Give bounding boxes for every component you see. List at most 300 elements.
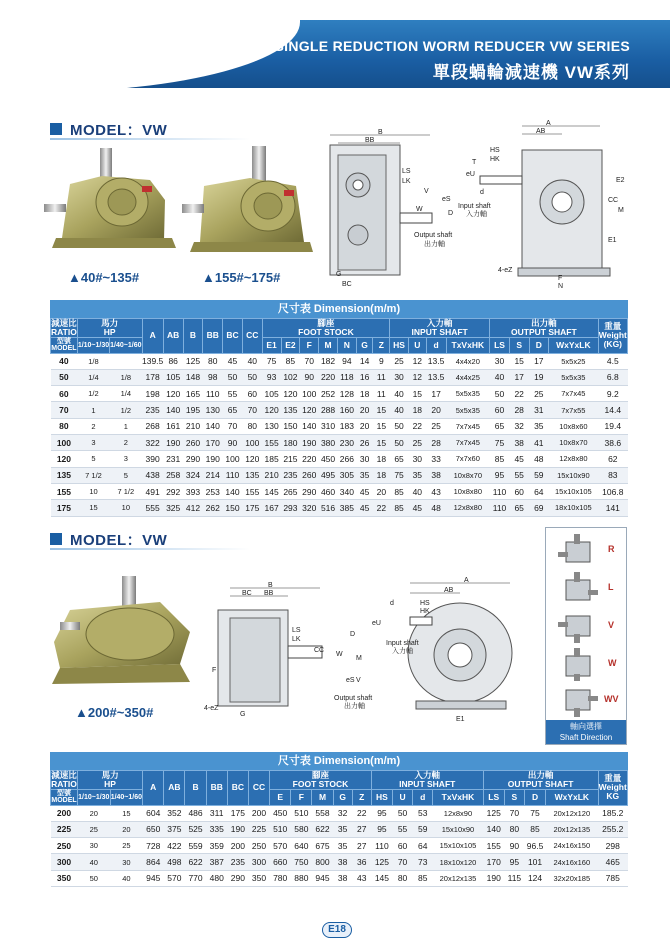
table-cell: 12x8x80 bbox=[446, 500, 490, 516]
table-cell: 9 bbox=[373, 353, 390, 369]
table-cell: 1 bbox=[77, 402, 109, 418]
table-cell: 262 bbox=[203, 500, 223, 516]
table-cell: 183 bbox=[337, 418, 356, 434]
table-cell: 15 bbox=[77, 500, 109, 516]
table-cell: 100 bbox=[300, 386, 319, 402]
table-cell: 214 bbox=[203, 467, 223, 483]
table-cell: 120 bbox=[51, 451, 78, 467]
table-cell: 120 bbox=[163, 386, 183, 402]
col-M: M bbox=[312, 789, 333, 805]
col-TxVxHK: TxVxHK bbox=[446, 337, 490, 353]
table-cell: 190 bbox=[483, 870, 504, 886]
table-cell: 135 bbox=[281, 402, 300, 418]
table-cell: 10 bbox=[77, 483, 109, 499]
table-cell: 120 bbox=[262, 402, 281, 418]
table-cell: 266 bbox=[337, 451, 356, 467]
dim-label-F: F bbox=[212, 667, 217, 674]
table-cell: 150 bbox=[281, 418, 300, 434]
table-cell: 292 bbox=[163, 483, 183, 499]
table-cell: 12x8x80 bbox=[549, 451, 599, 467]
table-cell: 178 bbox=[142, 369, 163, 385]
table-cell: 310 bbox=[319, 418, 338, 434]
direction-R-icon[interactable] bbox=[552, 532, 602, 568]
col-HS: HS bbox=[371, 789, 392, 805]
table-cell: 73 bbox=[413, 854, 433, 870]
table-cell: 170 bbox=[483, 854, 504, 870]
col-G: G bbox=[333, 789, 352, 805]
dim-label-LS: LS bbox=[292, 627, 301, 634]
col-BB: BB bbox=[206, 771, 227, 806]
table-cell: 70 bbox=[242, 402, 262, 418]
table-cell: 15 bbox=[110, 805, 143, 821]
table-cell: 93 bbox=[262, 369, 281, 385]
table-cell: 580 bbox=[291, 821, 312, 837]
heading-underline bbox=[50, 548, 250, 550]
table-row bbox=[51, 854, 628, 870]
col-G: G bbox=[356, 337, 373, 353]
table-cell: 22 bbox=[373, 500, 390, 516]
dim-label-d: d bbox=[390, 600, 394, 607]
table-cell: 945 bbox=[143, 870, 164, 886]
table-cell: 50 bbox=[390, 435, 409, 451]
table-cell: 80 bbox=[203, 353, 223, 369]
output-shaft-label-zh: 出力軸 bbox=[424, 241, 445, 248]
dim-label-eZ: 4-eZ bbox=[204, 705, 219, 712]
title-zh: 單段蝸輪減速機 VW系列 bbox=[432, 63, 630, 82]
table-cell: 220 bbox=[300, 451, 319, 467]
table-cell: 145 bbox=[371, 870, 392, 886]
table-cell: 12x8x90 bbox=[433, 805, 483, 821]
table-cell: 110 bbox=[490, 483, 510, 499]
input-shaft-label-zh: 入力軸 bbox=[466, 211, 487, 218]
table-cell: 115 bbox=[504, 870, 524, 886]
dim-label-AB: AB bbox=[536, 128, 546, 135]
table-cell: 525 bbox=[185, 821, 206, 837]
table-cell: 48 bbox=[529, 451, 549, 467]
col-LS: LS bbox=[490, 337, 510, 353]
table-cell: 11 bbox=[373, 386, 390, 402]
table-cell: 1/4 bbox=[110, 386, 142, 402]
col-CC: CC bbox=[242, 319, 262, 354]
table-cell: 125 bbox=[371, 854, 392, 870]
dim-label-BC: BC bbox=[342, 281, 352, 288]
table-cell: 3 bbox=[77, 435, 109, 451]
square-bullet-icon bbox=[50, 123, 62, 135]
table-cell: 124 bbox=[524, 870, 545, 886]
dim-label-B: B bbox=[268, 582, 273, 589]
table-cell: 32 bbox=[333, 805, 352, 821]
model-header: 型號 MODEL bbox=[51, 789, 77, 805]
table-cell: 50 bbox=[223, 369, 243, 385]
table-cell: 40 bbox=[51, 353, 78, 369]
dim-label-AB: AB bbox=[444, 587, 454, 594]
table-cell: 12 bbox=[408, 369, 426, 385]
table-cell: 27 bbox=[352, 838, 371, 854]
table-cell: 40 bbox=[110, 870, 143, 886]
caption-big: ▲200#~350# bbox=[75, 705, 154, 720]
table-cell: 200 bbox=[51, 805, 78, 821]
table-cell: 120 bbox=[300, 402, 319, 418]
table-cell: 785 bbox=[598, 870, 628, 886]
table-cell: 80 bbox=[242, 418, 262, 434]
table-cell: 570 bbox=[164, 870, 185, 886]
table-cell: 32x20x185 bbox=[546, 870, 598, 886]
table-cell: 80 bbox=[504, 821, 524, 837]
table-cell: 50 bbox=[51, 369, 78, 385]
table-cell: 35 bbox=[529, 418, 549, 434]
table-cell: 390 bbox=[142, 451, 163, 467]
dim-label-LS: LS bbox=[402, 168, 411, 175]
dim-label-G: G bbox=[240, 711, 246, 718]
hp-header: 馬力 HP bbox=[78, 771, 143, 790]
table-row bbox=[51, 386, 628, 402]
dim-label-A: A bbox=[546, 120, 551, 127]
table-cell: 85 bbox=[490, 451, 510, 467]
table-cell: 2 bbox=[110, 435, 142, 451]
table-cell: 62 bbox=[598, 451, 627, 467]
table-cell: 75 bbox=[390, 467, 409, 483]
square-bullet-icon bbox=[50, 533, 62, 545]
table-cell: 98 bbox=[203, 369, 223, 385]
table-cell: 110 bbox=[490, 500, 510, 516]
foot-stock-header: 腳座 FOOT STOCK bbox=[262, 319, 390, 338]
table-cell: 320 bbox=[300, 500, 319, 516]
table-cell: 45 bbox=[223, 353, 243, 369]
table-cell: 185.2 bbox=[598, 805, 628, 821]
direction-R-label: R bbox=[608, 544, 615, 554]
model-label: MODEL：VW bbox=[70, 531, 168, 549]
table-cell: 15 bbox=[509, 353, 529, 369]
table-cell: 20 bbox=[356, 418, 373, 434]
table-cell: 15x10x105 bbox=[433, 838, 483, 854]
table-cell: 75 bbox=[262, 353, 281, 369]
table1-body bbox=[51, 353, 628, 516]
output-shaft-label: Output shaft bbox=[414, 232, 453, 239]
table-cell: 155 bbox=[242, 483, 262, 499]
table-cell: 215 bbox=[281, 451, 300, 467]
table-cell: 30 bbox=[408, 451, 426, 467]
table-cell: 45 bbox=[408, 500, 426, 516]
table-cell: 1/2 bbox=[77, 386, 109, 402]
table-cell: 5 bbox=[77, 451, 109, 467]
table-cell: 235 bbox=[227, 854, 248, 870]
table-cell: 28 bbox=[426, 435, 446, 451]
direction-W-icon[interactable] bbox=[552, 646, 602, 682]
table-cell: 139.5 bbox=[142, 353, 163, 369]
table-cell: 260 bbox=[183, 435, 203, 451]
table-cell: 13.5 bbox=[426, 369, 446, 385]
table-cell: 880 bbox=[291, 870, 312, 886]
table-cell: 210 bbox=[262, 467, 281, 483]
table-cell: 175 bbox=[242, 500, 262, 516]
input-shaft-label: Input shaft bbox=[458, 203, 491, 210]
table-cell: 555 bbox=[142, 500, 163, 516]
table-row bbox=[51, 369, 628, 385]
table-cell: 422 bbox=[164, 838, 185, 854]
table-cell: 570 bbox=[270, 838, 291, 854]
table-cell: 210 bbox=[183, 418, 203, 434]
table-row bbox=[51, 402, 628, 418]
table-cell: 40 bbox=[78, 854, 111, 870]
dim-label-A: A bbox=[464, 577, 469, 584]
table-cell: 200 bbox=[248, 805, 269, 821]
col-A: A bbox=[142, 319, 163, 354]
table-cell: 18x10x105 bbox=[549, 500, 599, 516]
table-cell: 3 bbox=[110, 451, 142, 467]
table-cell: 70 bbox=[504, 805, 524, 821]
direction-L-icon[interactable] bbox=[552, 570, 602, 606]
table-cell: 18x10x120 bbox=[433, 854, 483, 870]
table-cell: 17 bbox=[509, 369, 529, 385]
hp-col-2: 1/40~1/60 bbox=[110, 337, 142, 353]
dim-label-HS: HS bbox=[420, 600, 430, 607]
table-cell: 165 bbox=[183, 386, 203, 402]
col-B: B bbox=[185, 771, 206, 806]
weight-header: 重量 Weight (KG) bbox=[598, 319, 627, 354]
col-N: N bbox=[337, 337, 356, 353]
table-row bbox=[51, 821, 628, 837]
dim-label-CC: CC bbox=[314, 647, 325, 654]
direction-V-icon[interactable] bbox=[552, 608, 602, 644]
table-cell: 65 bbox=[509, 500, 529, 516]
table-cell: 750 bbox=[291, 854, 312, 870]
table-cell: 20 bbox=[373, 483, 390, 499]
table-cell: 86 bbox=[163, 353, 183, 369]
table-cell: 106.8 bbox=[598, 483, 627, 499]
table-cell: 250 bbox=[248, 838, 269, 854]
table-cell: 375 bbox=[164, 821, 185, 837]
dim-label-E: E1 bbox=[456, 716, 465, 723]
table-cell: 486 bbox=[185, 805, 206, 821]
table-cell: 95 bbox=[490, 467, 510, 483]
table-row bbox=[51, 451, 628, 467]
output-shaft-label-zh: 出力軸 bbox=[344, 703, 365, 710]
dim-label-eU: eU bbox=[466, 171, 475, 178]
dim-label-HK: HK bbox=[490, 156, 500, 163]
col-S: S bbox=[504, 789, 524, 805]
table-cell: 290 bbox=[300, 483, 319, 499]
table-cell: 622 bbox=[312, 821, 333, 837]
dimension-table-1 bbox=[50, 318, 628, 517]
table-cell: 110 bbox=[223, 467, 243, 483]
input-shaft-label: Input shaft bbox=[386, 640, 419, 647]
table-cell: 85 bbox=[281, 353, 300, 369]
table-cell: 130 bbox=[203, 402, 223, 418]
table-cell: 231 bbox=[163, 451, 183, 467]
table-cell: 10x8x70 bbox=[446, 467, 490, 483]
table-cell: 38 bbox=[426, 467, 446, 483]
table-cell: 18 bbox=[356, 386, 373, 402]
table-cell: 1/2 bbox=[110, 402, 142, 418]
table-cell: 258 bbox=[163, 467, 183, 483]
table-cell: 20 bbox=[356, 402, 373, 418]
table-cell: 53 bbox=[413, 805, 433, 821]
col-Z: Z bbox=[373, 337, 390, 353]
table-cell: 43 bbox=[426, 483, 446, 499]
table-cell: 15 bbox=[373, 435, 390, 451]
table-cell: 412 bbox=[183, 500, 203, 516]
table-cell: 230 bbox=[337, 435, 356, 451]
table-cell: 322 bbox=[142, 435, 163, 451]
table-cell: 36 bbox=[352, 854, 371, 870]
dim-label-F: F bbox=[558, 275, 563, 282]
table-cell: 25 bbox=[426, 418, 446, 434]
table-cell: 155 bbox=[483, 838, 504, 854]
col-A: A bbox=[143, 771, 164, 806]
table-row bbox=[51, 483, 628, 499]
table-cell: 120 bbox=[242, 451, 262, 467]
table-cell: 180 bbox=[281, 435, 300, 451]
table-cell: 59 bbox=[413, 821, 433, 837]
hp-col-1: 1/10~1/30 bbox=[77, 337, 109, 353]
table-cell: 335 bbox=[206, 821, 227, 837]
table-cell: 770 bbox=[185, 870, 206, 886]
table-cell: 15x10x90 bbox=[549, 467, 599, 483]
dim-label-HS: HS bbox=[490, 147, 500, 154]
table-cell: 148 bbox=[183, 369, 203, 385]
table-cell: 32 bbox=[509, 418, 529, 434]
title-en: SINGLE REDUCTION WORM REDUCER VW SERIES bbox=[274, 38, 630, 54]
table-cell: 96.5 bbox=[524, 838, 545, 854]
dim-label-D: D bbox=[350, 631, 356, 638]
table-cell: 20x12x135 bbox=[546, 821, 598, 837]
table-cell: 64 bbox=[413, 838, 433, 854]
table-cell: 40 bbox=[390, 386, 409, 402]
table-cell: 352 bbox=[164, 805, 185, 821]
table-cell: 100 bbox=[51, 435, 78, 451]
hp-col-2: 1/40~1/60 bbox=[110, 789, 143, 805]
col-TxVxHK: TxVxHK bbox=[433, 789, 483, 805]
col-LS: LS bbox=[483, 789, 504, 805]
table-cell: 195 bbox=[183, 402, 203, 418]
dim-label-D: D bbox=[448, 210, 454, 217]
table-cell: 28 bbox=[509, 402, 529, 418]
table-cell: 20 bbox=[426, 402, 446, 418]
table-cell: 140 bbox=[483, 821, 504, 837]
table-cell: 300 bbox=[51, 854, 78, 870]
model-label: MODEL：VW bbox=[70, 121, 168, 139]
page-number: E18 bbox=[322, 922, 352, 938]
table-cell: 38.6 bbox=[598, 435, 627, 451]
table-cell: 175 bbox=[51, 500, 78, 516]
table-cell: 90 bbox=[504, 838, 524, 854]
table1-title: 尺寸表 Dimension(m/m) bbox=[50, 300, 628, 318]
table-row bbox=[51, 418, 628, 434]
table-cell: 864 bbox=[143, 854, 164, 870]
table-cell: 15x10x90 bbox=[433, 821, 483, 837]
header-banner bbox=[0, 0, 670, 92]
col-E1: E1 bbox=[262, 337, 281, 353]
col-D: D bbox=[524, 789, 545, 805]
table-cell: 45 bbox=[509, 451, 529, 467]
table-cell: 75 bbox=[490, 435, 510, 451]
table-cell: 300 bbox=[248, 854, 269, 870]
table-row bbox=[51, 500, 628, 516]
table-cell: 225 bbox=[51, 821, 78, 837]
dim-label-N: N bbox=[558, 283, 564, 290]
shaft-direction-panel bbox=[545, 527, 627, 745]
table-cell: 85 bbox=[390, 500, 409, 516]
col-CC: CC bbox=[248, 771, 269, 806]
table-cell: 480 bbox=[206, 870, 227, 886]
table-cell: 125 bbox=[183, 353, 203, 369]
table-cell: 1/8 bbox=[110, 369, 142, 385]
table-cell: 385 bbox=[337, 500, 356, 516]
table-cell: 94 bbox=[337, 353, 356, 369]
table-cell: 105 bbox=[163, 369, 183, 385]
table-cell: 102 bbox=[281, 369, 300, 385]
table-cell: 27 bbox=[352, 821, 371, 837]
dim-label-eZ: 4-eZ bbox=[498, 267, 513, 274]
table-cell: 200 bbox=[227, 838, 248, 854]
col-BC: BC bbox=[223, 319, 243, 354]
dim-label-d: d bbox=[480, 189, 484, 196]
table-cell: 140 bbox=[203, 418, 223, 434]
table-cell: 130 bbox=[262, 418, 281, 434]
table-cell: 30 bbox=[490, 353, 510, 369]
table-cell: 160 bbox=[337, 402, 356, 418]
table-cell: 95 bbox=[371, 821, 392, 837]
dim-label-eS: eS bbox=[346, 677, 355, 684]
table-cell: 38 bbox=[509, 435, 529, 451]
table-cell: 65 bbox=[223, 402, 243, 418]
table-cell: 290 bbox=[227, 870, 248, 886]
table-cell: 35 bbox=[333, 838, 352, 854]
shaft-direction-caption bbox=[546, 720, 626, 744]
table-cell: 393 bbox=[183, 483, 203, 499]
table-cell: 50 bbox=[393, 805, 413, 821]
output-shaft-label: Output shaft bbox=[334, 695, 373, 702]
table-cell: 660 bbox=[270, 854, 291, 870]
table-cell: 510 bbox=[291, 805, 312, 821]
table-cell: 55 bbox=[509, 467, 529, 483]
table-cell: 25 bbox=[408, 435, 426, 451]
table-cell: 622 bbox=[185, 854, 206, 870]
table-cell: 20x12x135 bbox=[433, 870, 483, 886]
table-cell: 55 bbox=[223, 386, 243, 402]
col-B: B bbox=[183, 319, 203, 354]
table-cell: 175 bbox=[227, 805, 248, 821]
table-cell: 110 bbox=[203, 386, 223, 402]
table-cell: 40 bbox=[408, 483, 426, 499]
dim-label-B: B bbox=[378, 129, 383, 136]
table-cell: 100 bbox=[223, 451, 243, 467]
dim-label-LK: LK bbox=[292, 636, 301, 643]
table-cell: 22 bbox=[352, 805, 371, 821]
table-cell: 45 bbox=[356, 483, 373, 499]
direction-WV-icon[interactable] bbox=[552, 682, 602, 718]
table-cell: 604 bbox=[143, 805, 164, 821]
table-cell: 288 bbox=[319, 402, 338, 418]
table2-title: 尺寸表 Dimension(m/m) bbox=[50, 752, 628, 770]
table-cell: 387 bbox=[206, 854, 227, 870]
table-cell: 30 bbox=[356, 451, 373, 467]
table-cell: 55 bbox=[393, 821, 413, 837]
table-cell: 350 bbox=[51, 870, 78, 886]
table-cell: 85 bbox=[524, 821, 545, 837]
table-cell: 780 bbox=[270, 870, 291, 886]
front-view-drawing bbox=[450, 120, 640, 290]
col-AB: AB bbox=[164, 771, 185, 806]
table-cell: 265 bbox=[281, 483, 300, 499]
table-cell: 5 bbox=[110, 467, 142, 483]
table-cell: 100 bbox=[242, 435, 262, 451]
table-cell: 167 bbox=[262, 500, 281, 516]
table-cell: 260 bbox=[300, 467, 319, 483]
table-cell: 182 bbox=[319, 353, 338, 369]
table-cell: 19 bbox=[529, 369, 549, 385]
table-cell: 15 bbox=[373, 418, 390, 434]
